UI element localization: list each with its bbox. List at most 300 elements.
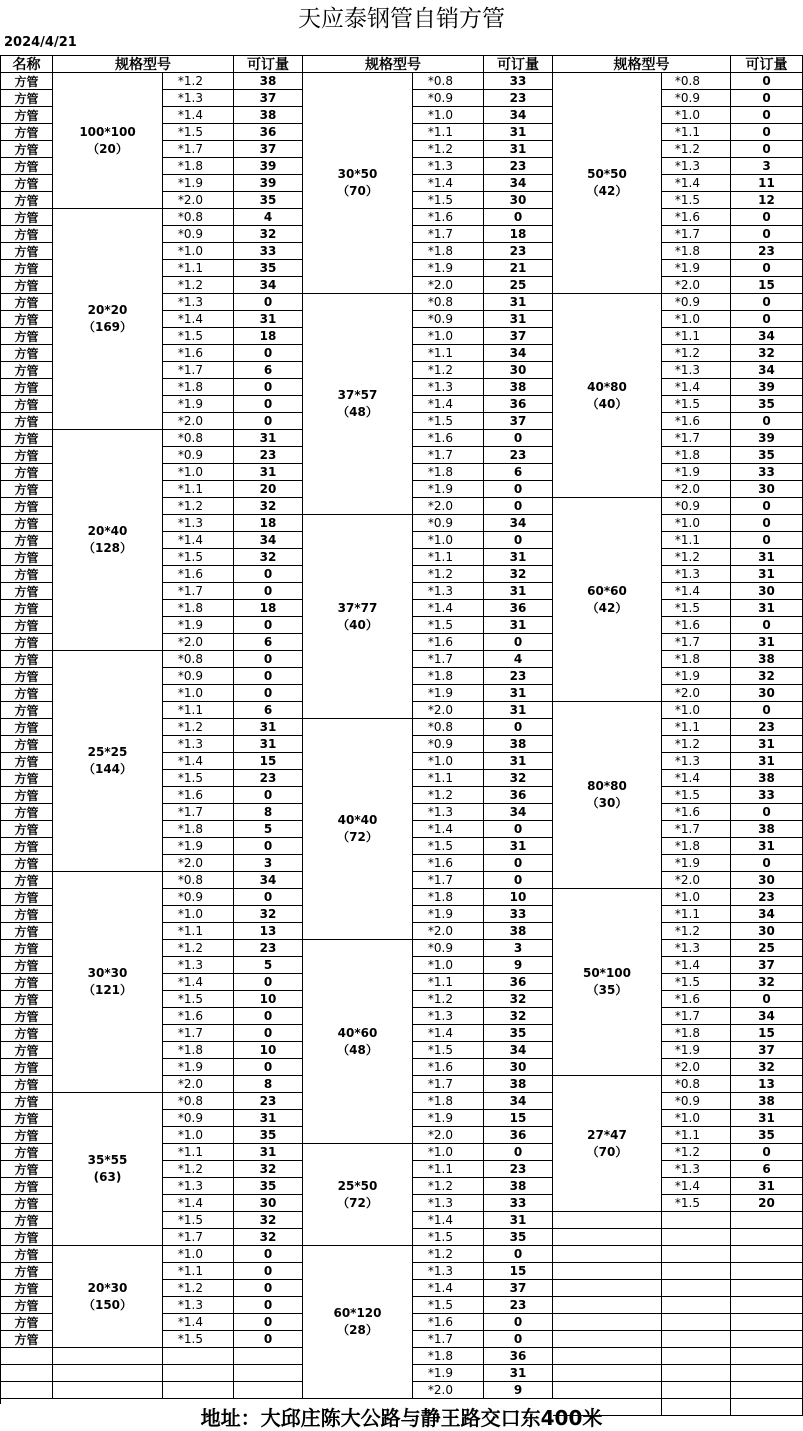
thickness-cell: *2.0 — [662, 277, 731, 294]
item-name-cell: 方管 — [1, 838, 53, 855]
thickness-cell: *1.4 — [413, 1280, 484, 1297]
item-name-cell: 方管 — [1, 481, 53, 498]
item-name-cell: 方管 — [1, 736, 53, 753]
thickness-cell: *1.6 — [413, 1059, 484, 1076]
thickness-cell: *1.1 — [163, 1263, 234, 1280]
quantity-cell: 35 — [234, 1127, 303, 1144]
thickness-cell: *1.5 — [413, 192, 484, 209]
size-group-cell — [553, 702, 662, 889]
thickness-cell: *2.0 — [413, 923, 484, 940]
item-name-cell: 方管 — [1, 804, 53, 821]
item-name-cell: 方管 — [1, 668, 53, 685]
quantity-cell: 15 — [731, 1025, 803, 1042]
quantity-cell: 31 — [484, 617, 553, 634]
quantity-cell: 30 — [484, 362, 553, 379]
thickness-cell: *1.1 — [163, 702, 234, 719]
thickness-cell: *1.2 — [413, 991, 484, 1008]
thickness-cell: *1.2 — [662, 141, 731, 158]
quantity-cell: 36 — [484, 600, 553, 617]
thickness-cell: *1.4 — [662, 957, 731, 974]
item-name-cell: 方管 — [1, 447, 53, 464]
quantity-cell: 23 — [234, 770, 303, 787]
quantity-cell: 0 — [731, 498, 803, 515]
blank-cell — [662, 1382, 731, 1399]
quantity-cell: 39 — [731, 430, 803, 447]
quantity-cell: 23 — [484, 1297, 553, 1314]
quantity-cell: 31 — [484, 1365, 553, 1382]
thickness-cell: *1.2 — [662, 345, 731, 362]
blank-cell — [662, 1263, 731, 1280]
thickness-cell: *1.3 — [662, 1161, 731, 1178]
quantity-cell: 31 — [484, 1212, 553, 1229]
size-count: （150） — [82, 1297, 133, 1312]
quantity-cell: 32 — [234, 1161, 303, 1178]
thickness-cell: *0.9 — [662, 294, 731, 311]
quantity-cell: 31 — [484, 702, 553, 719]
thickness-cell: *1.1 — [413, 124, 484, 141]
size-label: 40*40 — [337, 813, 378, 827]
quantity-cell: 0 — [484, 209, 553, 226]
thickness-cell: *1.4 — [413, 600, 484, 617]
quantity-cell: 34 — [484, 1042, 553, 1059]
quantity-cell: 38 — [484, 923, 553, 940]
quantity-cell: 35 — [484, 1229, 553, 1246]
item-name-cell: 方管 — [1, 1059, 53, 1076]
size-count: （48） — [337, 405, 378, 419]
thickness-cell: *1.4 — [413, 821, 484, 838]
item-name-cell: 方管 — [1, 141, 53, 158]
thickness-cell: *2.0 — [413, 498, 484, 515]
quantity-cell: 30 — [234, 1195, 303, 1212]
blank-cell — [662, 1280, 731, 1297]
item-name-cell: 方管 — [1, 90, 53, 107]
quantity-cell: 32 — [234, 226, 303, 243]
size-label: 30*30 — [87, 966, 128, 980]
item-name-cell: 方管 — [1, 872, 53, 889]
thickness-cell: *1.7 — [163, 141, 234, 158]
size-count: (63) — [93, 1170, 122, 1184]
thickness-cell: *1.3 — [163, 1178, 234, 1195]
size-group-cell — [303, 1246, 413, 1399]
thickness-cell: *2.0 — [413, 277, 484, 294]
item-name-cell: 方管 — [1, 1144, 53, 1161]
quantity-cell: 23 — [484, 1161, 553, 1178]
quantity-cell: 0 — [234, 1246, 303, 1263]
thickness-cell: *1.0 — [163, 1246, 234, 1263]
blank-cell — [553, 1348, 662, 1365]
quantity-cell: 33 — [484, 906, 553, 923]
thickness-cell: *1.8 — [413, 668, 484, 685]
thickness-cell: *1.3 — [662, 362, 731, 379]
thickness-cell: *1.0 — [662, 515, 731, 532]
blank-cell — [1, 1382, 53, 1399]
thickness-cell: *1.9 — [413, 260, 484, 277]
thickness-cell: *1.0 — [662, 1110, 731, 1127]
thickness-cell: *1.2 — [163, 940, 234, 957]
quantity-cell: 0 — [234, 838, 303, 855]
quantity-cell: 0 — [234, 617, 303, 634]
thickness-cell: *1.3 — [413, 804, 484, 821]
quantity-cell: 33 — [731, 464, 803, 481]
quantity-cell: 30 — [731, 685, 803, 702]
thickness-cell: *1.5 — [413, 1297, 484, 1314]
thickness-cell: *0.8 — [163, 651, 234, 668]
thickness-cell: *2.0 — [413, 1127, 484, 1144]
quantity-cell: 0 — [484, 430, 553, 447]
thickness-cell: *1.1 — [662, 532, 731, 549]
item-name-cell: 方管 — [1, 702, 53, 719]
thickness-cell: *0.9 — [662, 498, 731, 515]
quantity-cell: 0 — [234, 345, 303, 362]
thickness-cell: *1.2 — [413, 141, 484, 158]
quantity-cell: 0 — [234, 294, 303, 311]
thickness-cell: *1.7 — [163, 804, 234, 821]
quantity-cell: 35 — [234, 1178, 303, 1195]
thickness-cell: *1.4 — [662, 1178, 731, 1195]
thickness-cell: *1.2 — [413, 1246, 484, 1263]
quantity-cell: 37 — [484, 1280, 553, 1297]
quantity-cell: 0 — [234, 668, 303, 685]
thickness-cell: *1.4 — [163, 1195, 234, 1212]
thickness-cell: *2.0 — [163, 192, 234, 209]
item-name-cell: 方管 — [1, 294, 53, 311]
thickness-cell: *1.9 — [662, 668, 731, 685]
quantity-cell: 18 — [234, 515, 303, 532]
quantity-cell: 23 — [234, 1093, 303, 1110]
blank-cell — [731, 1382, 803, 1399]
quantity-cell: 0 — [234, 1008, 303, 1025]
blank-cell — [662, 1246, 731, 1263]
thickness-cell: *1.8 — [413, 1348, 484, 1365]
quantity-cell: 5 — [234, 957, 303, 974]
thickness-cell: *1.1 — [163, 481, 234, 498]
quantity-cell: 35 — [731, 447, 803, 464]
quantity-cell: 35 — [234, 260, 303, 277]
thickness-cell: *1.8 — [413, 1093, 484, 1110]
thickness-cell: *1.2 — [413, 362, 484, 379]
thickness-cell: *1.7 — [163, 1229, 234, 1246]
quantity-cell: 31 — [484, 685, 553, 702]
quantity-cell: 36 — [484, 396, 553, 413]
quantity-cell: 32 — [731, 345, 803, 362]
thickness-cell: *1.8 — [662, 243, 731, 260]
quantity-cell: 34 — [484, 107, 553, 124]
quantity-cell: 31 — [484, 838, 553, 855]
thickness-cell: *0.9 — [413, 90, 484, 107]
item-name-cell: 方管 — [1, 719, 53, 736]
item-name-cell: 方管 — [1, 464, 53, 481]
quantity-cell: 25 — [484, 277, 553, 294]
quantity-cell: 32 — [234, 1229, 303, 1246]
quantity-cell: 10 — [234, 1042, 303, 1059]
item-name-cell: 方管 — [1, 1297, 53, 1314]
thickness-cell: *1.9 — [413, 685, 484, 702]
quantity-cell: 31 — [731, 736, 803, 753]
quantity-cell: 37 — [484, 413, 553, 430]
thickness-cell: *1.3 — [662, 940, 731, 957]
quantity-cell: 34 — [731, 1008, 803, 1025]
thickness-cell: *1.0 — [163, 1127, 234, 1144]
blank-cell — [662, 1229, 731, 1246]
quantity-cell: 0 — [234, 1297, 303, 1314]
item-name-cell: 方管 — [1, 1127, 53, 1144]
blank-cell — [234, 1365, 303, 1382]
quantity-cell: 32 — [234, 549, 303, 566]
quantity-cell: 31 — [234, 311, 303, 328]
quantity-cell: 31 — [731, 600, 803, 617]
thickness-cell: *0.9 — [163, 447, 234, 464]
item-name-cell: 方管 — [1, 906, 53, 923]
blank-cell — [731, 1365, 803, 1382]
thickness-cell: *1.3 — [662, 566, 731, 583]
quantity-cell: 32 — [234, 906, 303, 923]
blank-cell — [53, 1348, 163, 1365]
blank-cell — [553, 1314, 662, 1331]
thickness-cell: *1.0 — [163, 243, 234, 260]
size-count: （42） — [586, 184, 628, 198]
thickness-cell: *0.9 — [413, 515, 484, 532]
item-name-cell: 方管 — [1, 192, 53, 209]
quantity-cell: 33 — [484, 1195, 553, 1212]
thickness-cell: *0.9 — [413, 940, 484, 957]
quantity-cell: 0 — [484, 634, 553, 651]
size-label: 40*80 — [587, 379, 627, 394]
blank-cell — [731, 1246, 803, 1263]
size-count: （40） — [586, 396, 628, 411]
quantity-cell: 37 — [234, 141, 303, 158]
thickness-cell: *1.6 — [413, 209, 484, 226]
item-name-cell: 方管 — [1, 73, 53, 90]
thickness-cell: *0.8 — [413, 719, 484, 736]
thickness-cell: *1.0 — [662, 107, 731, 124]
thickness-cell: *0.8 — [662, 1076, 731, 1093]
quantity-cell: 37 — [731, 1042, 803, 1059]
thickness-cell: *1.0 — [662, 311, 731, 328]
thickness-cell: *1.0 — [163, 464, 234, 481]
quantity-cell: 31 — [731, 634, 803, 651]
thickness-cell: *1.7 — [413, 1331, 484, 1348]
thickness-cell: *1.5 — [163, 328, 234, 345]
size-label: 35*55 — [87, 1153, 128, 1167]
header-name: 名称 — [1, 56, 53, 73]
quantity-cell: 31 — [731, 838, 803, 855]
blank-cell — [1, 1348, 53, 1365]
thickness-cell: *1.3 — [413, 1263, 484, 1280]
blank-cell — [731, 1331, 803, 1348]
size-label: 37*77 — [337, 600, 378, 615]
thickness-cell: *1.8 — [163, 1042, 234, 1059]
quantity-cell: 30 — [731, 583, 803, 600]
thickness-cell: *1.1 — [662, 719, 731, 736]
quantity-cell: 0 — [234, 787, 303, 804]
quantity-cell: 31 — [484, 124, 553, 141]
quantity-cell: 38 — [731, 770, 803, 787]
thickness-cell: *1.6 — [662, 413, 731, 430]
quantity-cell: 0 — [484, 532, 553, 549]
quantity-cell: 13 — [234, 923, 303, 940]
thickness-cell: *1.1 — [163, 923, 234, 940]
item-name-cell: 方管 — [1, 1246, 53, 1263]
thickness-cell: *1.9 — [662, 1042, 731, 1059]
item-name-cell: 方管 — [1, 770, 53, 787]
item-name-cell: 方管 — [1, 549, 53, 566]
thickness-cell: *1.4 — [413, 1212, 484, 1229]
quantity-cell: 23 — [731, 889, 803, 906]
thickness-cell: *1.7 — [662, 226, 731, 243]
thickness-cell: *1.2 — [662, 1144, 731, 1161]
quantity-cell: 34 — [484, 175, 553, 192]
thickness-cell: *1.4 — [413, 396, 484, 413]
quantity-cell: 0 — [484, 872, 553, 889]
item-name-cell: 方管 — [1, 1212, 53, 1229]
thickness-cell: *0.9 — [163, 668, 234, 685]
quantity-cell: 39 — [234, 158, 303, 175]
header-spec: 规格型号 — [53, 56, 234, 73]
quantity-cell: 15 — [731, 277, 803, 294]
item-name-cell: 方管 — [1, 1263, 53, 1280]
thickness-cell: *2.0 — [163, 413, 234, 430]
quantity-cell: 3 — [484, 940, 553, 957]
thickness-cell: *1.3 — [413, 379, 484, 396]
header-spec: 规格型号 — [553, 56, 731, 73]
thickness-cell: *1.7 — [662, 430, 731, 447]
thickness-cell: *1.3 — [163, 736, 234, 753]
quantity-cell: 0 — [731, 617, 803, 634]
thickness-cell: *1.5 — [413, 838, 484, 855]
blank-cell — [53, 1382, 163, 1399]
item-name-cell: 方管 — [1, 855, 53, 872]
thickness-cell: *1.7 — [163, 583, 234, 600]
thickness-cell: *1.0 — [163, 685, 234, 702]
size-group-cell — [553, 1076, 662, 1212]
blank-cell — [662, 1297, 731, 1314]
item-name-cell: 方管 — [1, 430, 53, 447]
quantity-cell: 0 — [234, 1263, 303, 1280]
item-name-cell: 方管 — [1, 1110, 53, 1127]
quantity-cell: 0 — [731, 209, 803, 226]
quantity-cell: 6 — [484, 464, 553, 481]
blank-cell — [662, 1314, 731, 1331]
thickness-cell: *0.8 — [413, 294, 484, 311]
header-qty: 可订量 — [484, 56, 553, 73]
thickness-cell: *0.8 — [163, 209, 234, 226]
quantity-cell: 34 — [731, 906, 803, 923]
quantity-cell: 34 — [234, 277, 303, 294]
thickness-cell: *1.6 — [163, 787, 234, 804]
quantity-cell: 0 — [731, 702, 803, 719]
thickness-cell: *2.0 — [413, 1382, 484, 1399]
item-name-cell: 方管 — [1, 1076, 53, 1093]
blank-cell — [553, 1263, 662, 1280]
size-label: 40*60 — [337, 1025, 378, 1040]
quantity-cell: 0 — [234, 1025, 303, 1042]
item-name-cell: 方管 — [1, 1093, 53, 1110]
inventory-table — [0, 55, 803, 1404]
thickness-cell: *1.1 — [163, 1144, 234, 1161]
quantity-cell: 4 — [484, 651, 553, 668]
header-spec: 规格型号 — [303, 56, 484, 73]
quantity-cell: 31 — [234, 719, 303, 736]
quantity-cell: 31 — [234, 1110, 303, 1127]
size-count: （72） — [337, 830, 378, 844]
item-name-cell: 方管 — [1, 379, 53, 396]
quantity-cell: 0 — [234, 396, 303, 413]
quantity-cell: 0 — [731, 294, 803, 311]
item-name-cell: 方管 — [1, 957, 53, 974]
size-count: （70） — [337, 184, 378, 198]
thickness-cell: *1.5 — [163, 549, 234, 566]
thickness-cell: *1.8 — [413, 243, 484, 260]
header-qty: 可订量 — [731, 56, 803, 73]
thickness-cell: *0.9 — [163, 226, 234, 243]
thickness-cell: *1.9 — [413, 1365, 484, 1382]
quantity-cell: 9 — [484, 1382, 553, 1399]
thickness-cell: *1.6 — [163, 345, 234, 362]
quantity-cell: 0 — [484, 1331, 553, 1348]
item-name-cell: 方管 — [1, 1229, 53, 1246]
thickness-cell: *0.9 — [413, 736, 484, 753]
item-name-cell: 方管 — [1, 753, 53, 770]
thickness-cell: *0.8 — [163, 430, 234, 447]
thickness-cell: *1.2 — [163, 1161, 234, 1178]
quantity-cell: 0 — [731, 413, 803, 430]
thickness-cell: *1.4 — [163, 974, 234, 991]
quantity-cell: 8 — [234, 804, 303, 821]
thickness-cell: *1.5 — [662, 974, 731, 991]
thickness-cell: *1.7 — [662, 821, 731, 838]
size-label: 30*50 — [337, 167, 378, 181]
quantity-cell: 0 — [234, 889, 303, 906]
quantity-cell: 25 — [731, 940, 803, 957]
item-name-cell: 方管 — [1, 600, 53, 617]
quantity-cell: 0 — [484, 1314, 553, 1331]
thickness-cell: *0.8 — [662, 73, 731, 90]
item-name-cell: 方管 — [1, 345, 53, 362]
item-name-cell: 方管 — [1, 311, 53, 328]
thickness-cell: *1.1 — [413, 345, 484, 362]
thickness-cell: *1.8 — [662, 651, 731, 668]
quantity-cell: 38 — [731, 821, 803, 838]
thickness-cell: *1.3 — [163, 294, 234, 311]
blank-cell — [53, 1365, 163, 1382]
size-group-cell — [303, 294, 413, 515]
size-group-cell — [553, 498, 662, 702]
quantity-cell: 31 — [731, 753, 803, 770]
thickness-cell: *1.3 — [662, 158, 731, 175]
size-count: （35） — [586, 983, 628, 997]
blank-cell — [163, 1365, 234, 1382]
thickness-cell: *1.1 — [413, 549, 484, 566]
quantity-cell: 32 — [731, 668, 803, 685]
thickness-cell: *1.4 — [413, 1025, 484, 1042]
size-count: （70） — [586, 1144, 628, 1159]
blank-cell — [731, 1212, 803, 1229]
thickness-cell: *1.5 — [163, 991, 234, 1008]
thickness-cell: *0.9 — [163, 1110, 234, 1127]
size-label: 37*57 — [337, 388, 378, 402]
item-name-cell: 方管 — [1, 260, 53, 277]
quantity-cell: 8 — [234, 1076, 303, 1093]
quantity-cell: 32 — [484, 566, 553, 583]
quantity-cell: 38 — [484, 379, 553, 396]
quantity-cell: 0 — [731, 515, 803, 532]
quantity-cell: 31 — [234, 1144, 303, 1161]
quantity-cell: 0 — [731, 141, 803, 158]
thickness-cell: *1.9 — [163, 175, 234, 192]
thickness-cell: *0.8 — [413, 73, 484, 90]
item-name-cell: 方管 — [1, 175, 53, 192]
quantity-cell: 0 — [234, 974, 303, 991]
